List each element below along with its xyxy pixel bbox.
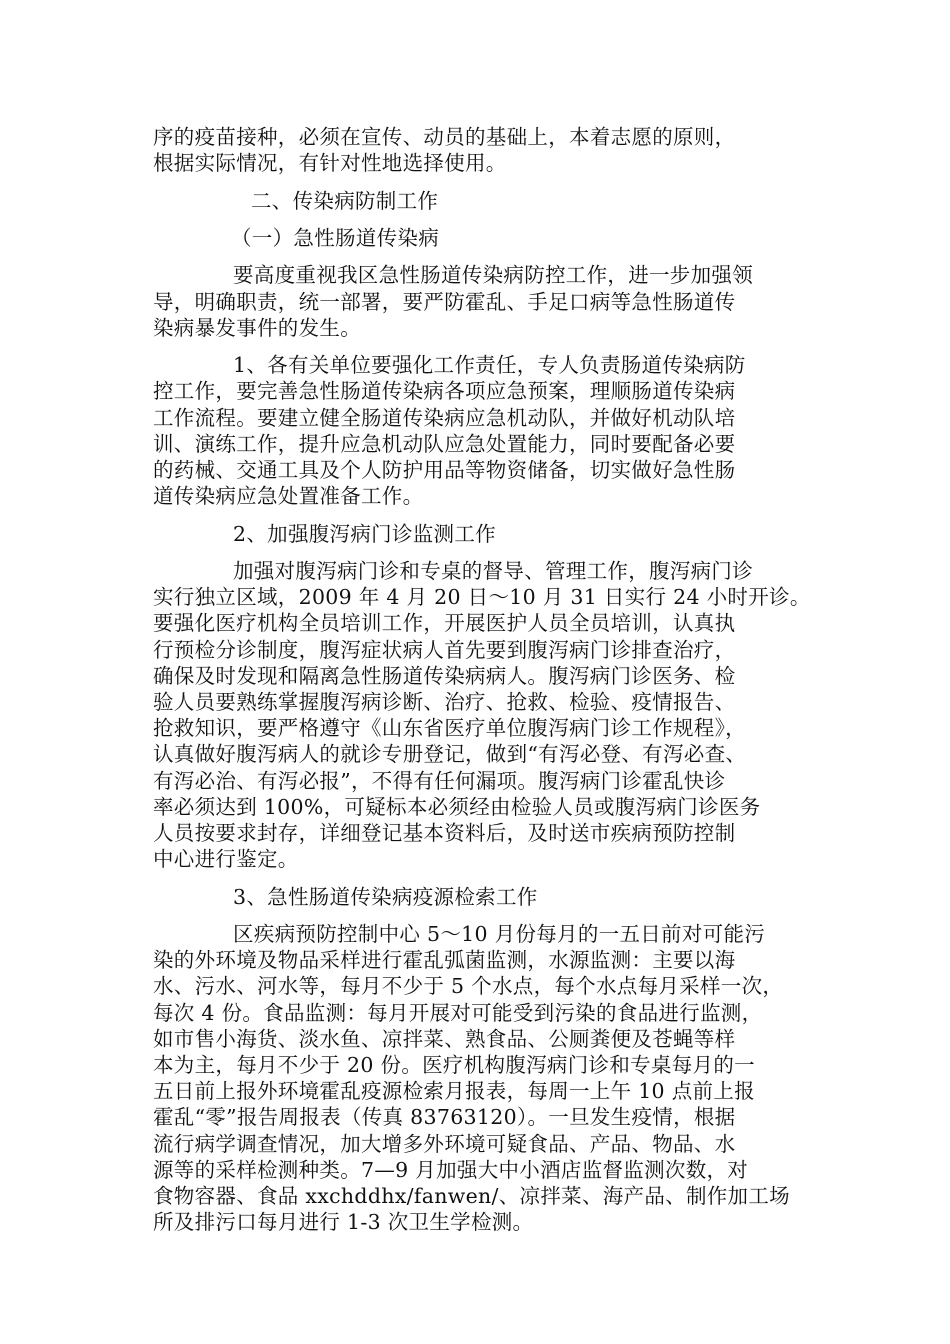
text-line: 导，明确职责，统一部署，要严防霍乱、手足口病等急性肠道传 (153, 289, 736, 314)
paragraph-item-3 (153, 921, 805, 1235)
text-line: 食物容器、食品 xxchddhx/fanwen/、凉拌菜、海产品、制作加工场 (153, 1184, 790, 1209)
text-line: 行预检分诊制度，腹泻症状病人首先要到腹泻病门诊排查治疗， (153, 637, 736, 662)
text-line: 率必须达到 100%，可疑标本必须经由检验人员或腹泻病门诊医务 (153, 794, 761, 819)
text-line: 1、各有关单位要强化工作责任，专人负责肠道传染病防 (233, 353, 746, 378)
text-line: 验人员要熟练掌握腹泻病诊断、治疗、抢救、检验、疫情报告、 (153, 689, 736, 714)
text-line: 控工作，要完善急性肠道传染病各项应急预案，理顺肠道传染病 (153, 379, 736, 404)
text-line: 认真做好腹泻病人的就诊专册登记，做到“有泻必登、有泻必查、 (153, 742, 747, 767)
text-line: 每次 4 份。食品监测：每月开展对可能受到污染的食品进行监测， (153, 1000, 763, 1025)
text-line: 有泻必治、有泻必报”，不得有任何漏项。腹泻病门诊霍乱快诊 (153, 768, 726, 793)
section-heading-text: 二、传染病防制工作 (251, 188, 439, 213)
text-line: 要高度重视我区急性肠道传染病防控工作，进一步加强领 (233, 263, 753, 288)
section-heading (153, 188, 805, 214)
paragraph-overview (153, 262, 805, 341)
text-line: 加强对腹泻病门诊和专桌的督导、管理工作，腹泻病门诊 (233, 558, 753, 583)
text-line: 确保及时发现和隔离急性肠道传染病病人。腹泻病门诊医务、检 (153, 663, 736, 688)
text-line: 中心进行鉴定。 (153, 847, 299, 872)
subsection-heading-text: （一）急性肠道传染病 (231, 225, 439, 250)
document-page (153, 124, 811, 1247)
text-line: 源等的采样检测种类。7—9 月加强大中小酒店监督监测次数，对 (153, 1157, 749, 1182)
text-line: 五日前上报外环境霍乱疫源检索月报表，每周一上午 10 点前上报 (153, 1079, 755, 1104)
item-3-heading (153, 884, 805, 910)
text-line: 染病暴发事件的发生。 (153, 315, 361, 340)
text-line: 工作流程。要建立健全肠道传染病应急机动队，并做好机动队培 (153, 405, 736, 430)
text-line: 的药械、交通工具及个人防护用品等物资储备，切实做好急性肠 (153, 457, 736, 482)
item-2-heading (153, 521, 805, 547)
text-line: 3、急性肠道传染病疫源检索工作 (233, 884, 538, 909)
text-line: 根据实际情况，有针对性地选择使用。 (153, 151, 507, 176)
paragraph-item-2 (153, 558, 811, 872)
text-line: 序的疫苗接种，必须在宣传、动员的基础上，本着志愿的原则， (153, 125, 736, 149)
text-line: 如市售小海货、淡水鱼、凉拌菜、熟食品、公厕粪便及苍蝇等样 (153, 1026, 736, 1051)
text-line: 抢救知识，要严格遵守《山东省医疗单位腹泻病门诊工作规程》， (153, 716, 746, 741)
text-line: 水、污水、河水等，每月不少于 5 个水点，每个水点每月采样一次， (153, 974, 784, 999)
text-line: 道传染病应急处置准备工作。 (153, 484, 424, 509)
text-line: 训、演练工作，提升应急机动队应急处置能力，同时要配备必要 (153, 431, 736, 456)
text-line: 所及排污口每月进行 1-3 次卫生学检测。 (153, 1210, 534, 1235)
text-line: 染的外环境及物品采样进行霍乱弧菌监测，水源监测：主要以海 (153, 948, 736, 973)
paragraph-item-1 (153, 352, 805, 509)
text-line: 本为主，每月不少于 20 份。医疗机构腹泻病门诊和专桌每月的一 (153, 1053, 755, 1077)
text-line: 霍乱“零”报告周报表（传真 83763120）。一旦发生疫情，根据 (153, 1105, 736, 1130)
text-line: 流行病学调查情况，加大增多外环境可疑食品、产品、物品、水 (153, 1131, 736, 1156)
subsection-heading (153, 225, 805, 251)
text-line: 2、加强腹泻病门诊监测工作 (233, 521, 496, 546)
text-line: 人员按要求封存，详细登记基本资料后，及时送市疾病预防控制 (153, 821, 736, 845)
text-line: 实行独立区域，2009 年 4 月 20 日～10 月 31 日实行 24 小时开诊。 (153, 585, 811, 610)
paragraph-vaccine-intro (153, 124, 805, 176)
text-line: 要强化医疗机构全员培训工作，开展医护人员全员培训，认真执 (153, 611, 736, 636)
text-line: 区疾病预防控制中心 5～10 月份每月的一五日前对可能污 (233, 921, 766, 946)
